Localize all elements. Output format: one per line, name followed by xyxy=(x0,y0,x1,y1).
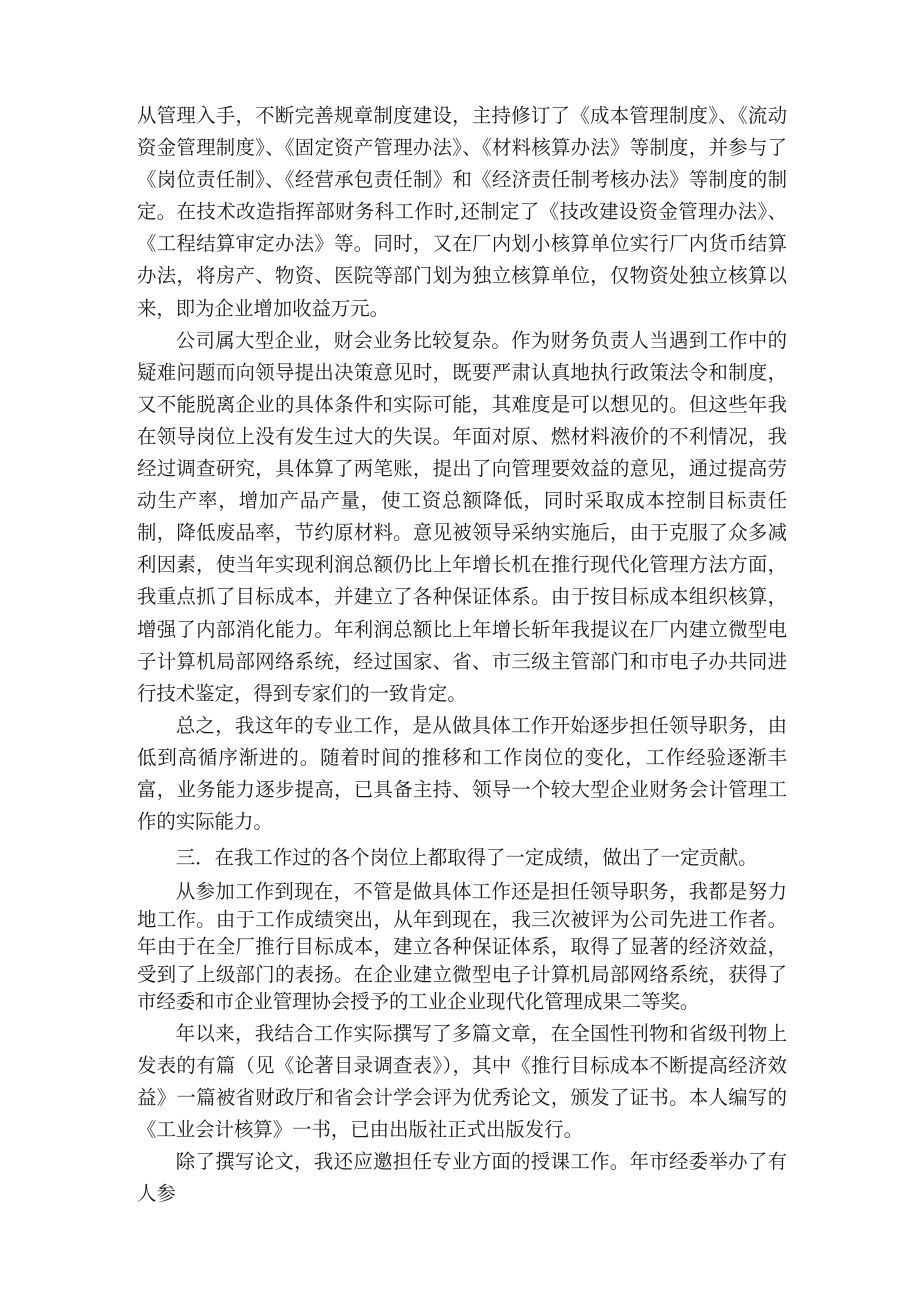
paragraph-awards: 从参加工作到现在，不管是做具体工作还是担任领导职务，我都是努力地工作。由于工作成绩突出，从年到现在，我三次被评为公司先进工作者。年由于在全厂推行目标成本，建立各种保证体系，取得了显著的经济效益，受到了上级部门的表扬。在企业建立微型电子计算机局部网络系统，获得了市经委和市企业管理协会授予的工业企业现代化管理成果二等奖。 xyxy=(137,880,787,1014)
section-heading-achievements: 三．在我工作过的各个岗位上都取得了一定成绩，做出了一定贡献。 xyxy=(175,846,758,870)
paragraph-publications: 年以来，我结合工作实际撰写了多篇文章，在全国性刊物和省级刊物上发表的有篇（见《论著目录调查表》），其中《推行目标成本不断提高经济效益》一篇被省财政厅和省会计学会评为优秀论文，颁发了证书。本人编写的《工业会计核算》一书，已由出版社正式出版发行。 xyxy=(137,1021,787,1142)
paragraph-teaching: 除了撰写论文，我还应邀担任专业方面的授课工作。年市经委举办了有人参 xyxy=(137,1150,787,1206)
paragraph-summary: 总之，我这年的专业工作，是从做具体工作开始逐步担任领导职务，由低到高循序渐进的。随着时间的推移和工作岗位的变化，工作经验逐渐丰富，业务能力逐步提高，已具备主持、领导一个较大型企业财务会计管理工作的实际能力。 xyxy=(137,713,787,834)
paragraph-management-systems: 从管理入手，不断完善规章制度建设，主持修订了《成本管理制度》、《流动资金管理制度》、《固定资产管理办法》、《材料核算办法》等制度，并参与了《岗位责任制》、《经营承包责任制》和《经济责任制考核办法》等制度的制定。在技术改造指挥部财务科工作时,还制定了《技改建设资金管理办法》、《工程结算审定办法》等。同时，又在厂内划小核算单位实行厂内货币结算办法，将房产、物资、医院等部门划为独立核算单位，仅物资处独立核算以来，即为企业增加收益万元。 xyxy=(137,104,787,320)
paragraph-leadership-decisions: 公司属大型企业，财会业务比较复杂。作为财务负责人当遇到工作中的疑难问题而向领导提出决策意见时，既要严肃认真地执行政策法令和制度，又不能脱离企业的具体条件和实际可能，其难度是可以想见的。但这些年我在领导岗位上没有发生过大的失误。年面对原、燃材料液价的不利情况，我经过调查研究，具体算了两笔账，提出了向管理要效益的意见，通过提高劳动生产率，增加产品产量，使工资总额降低，同时采取成本控制目标责任制，降低废品率，节约原材料。意见被领导采纳实施后，由于克服了众多减利因素，使当年实现利润总额仍比上年增长机在推行现代化管理方法方面，我重点抓了目标成本，并建立了各种保证体系。由于按目标成本组织核算，增强了内部消化能力。年利润总额比上年增长斩年我提议在厂内建立微型电子计算机局部网络系统，经过国家、省、市三级主管部门和市电子办共同进行技术鉴定，得到专家们的一致肯定。 xyxy=(137,328,787,705)
document-body xyxy=(137,100,787,1210)
